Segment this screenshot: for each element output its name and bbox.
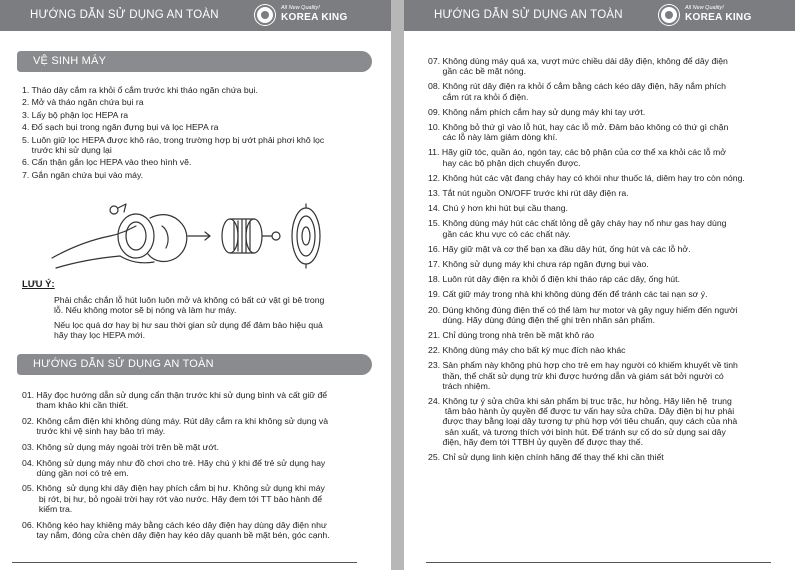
logo-tagline: All New Quality! (281, 5, 320, 11)
list-item: 20. Dùng không đúng điện thế có thể làm hư motor và gây nguy hiểm đến người dùng. Hãy dùng đúng điện thế ghi trên nhãn sản phẩm. (428, 304, 738, 325)
safety-list (22, 390, 330, 540)
note-paragraph: Nếu lọc quá dơ hay bị hư sau thời gian sử dụng để đảm bảo hiệu quả hãy thay lọc HEPA mới. (54, 320, 323, 341)
note-title: LƯU Ý: (22, 279, 55, 290)
note-paragraph: Phải chắc chắn lỗ hút luôn luôn mở và không có bất cứ vật gì bê trong lỗ. Nếu không motor sẽ bị nóng và làm hư máy. (54, 295, 325, 316)
list-item: 16. Hãy giữ mặt và cơ thể bạn xa đầu dây hút, ống hút và các lỗ hở. (428, 243, 691, 254)
list-item: 10. Không bỏ thứ gì vào lỗ hút, hay các lỗ mở. Đảm bảo không có thứ gì chặn các lỗ này làm giảm dòng khí. (428, 122, 729, 143)
korea-king-emblem-icon (255, 5, 275, 25)
list-item: 3. Lấy bộ phận lọc HEPA ra (22, 109, 129, 120)
list-item: 19. Cất giữ máy trong nhà khi không dùng đến để tránh các tai nạn sơ ý. (428, 289, 708, 300)
korea-king-emblem-icon (659, 5, 679, 25)
cleaning-steps-list (22, 85, 324, 180)
list-item: 02. Không cắm điện khi không dùng máy. Rút dây cắm ra khi không sử dụng và trước khi vệ sinh hay bảo trì máy. (22, 415, 329, 437)
list-item: 08. Không rút dây điện ra khỏi ổ cắm bằng cách kéo dây điện, hãy nắm phích cắm rút ra khỏi ổ điện. (428, 81, 726, 102)
list-item: 21. Chỉ dùng trong nhà trên bề mặt khô ráo (428, 330, 595, 341)
bottom-rule (426, 562, 771, 563)
list-item: 11. Hãy giữ tóc, quần áo, ngón tay, các bộ phận của cơ thể xa khỏi các lỗ mở hay các bộ phận dịch chuyển được. (428, 147, 726, 168)
page-header (404, 0, 795, 31)
logo-tagline: All New Quality! (685, 5, 724, 11)
list-item: 06. Không kéo hay khiêng máy bằng cách kéo dây điện hay dùng dây điện như tay nắm, đóng cửa chèn dây điện hay kéo dây quanh bề mặt bén, góc cạnh. (22, 519, 330, 540)
manual-page-right (404, 0, 795, 570)
manual-page-left (0, 0, 391, 570)
list-item: 5. Luôn giữ lọc HEPA được khô ráo, trong trường hợp bị ướt phải phơi khô lọc trước khi sử dụng lại (22, 134, 325, 155)
section-title: VỆ SINH MÁY (33, 55, 107, 67)
list-item: 4. Đổ sạch bụi trong ngăn đựng bụi và lọc HEPA ra (22, 122, 219, 133)
brand-logo (255, 4, 355, 26)
list-item: 04. Không sử dụng máy như đồ chơi cho trẻ. Hãy chú ý khi để trẻ sử dụng hay dùng gần nơi có trẻ em. (22, 457, 326, 478)
list-item: 1. Tháo dây cắm ra khỏi ổ cắm trước khi tháo ngăn chứa bụi. (22, 85, 258, 95)
list-item: 22. Không dùng máy cho bất kỳ mục đích nào khác (428, 345, 626, 356)
list-item: 05. Không sử dụng khi dây điện hay phích cắm bị hư. Không sử dụng khi máy bị rớt, bị hư, bỏ ngoài trời hay rớt vào nước. Hãy đem tới TT bảo hành để kiểm tra. (22, 483, 325, 514)
list-item: 13. Tắt nút nguồn ON/OFF trước khi rút dây điện ra. (428, 188, 629, 199)
section-safety-title-bar (17, 354, 372, 375)
list-item: 24. Không tự ý sửa chữa khi sản phẩm bị trục trặc, hư hỏng. Hãy liên hệ trung tâm bảo hành ủy quyền để được tư vấn hay sửa chữa. Dây điện bị hư phải được thay bằng loại dây tương tự phù hợp với tiêu chuẩn, quy cách của nhà sản xuất, và tương thích với bình hút. Để tránh sự cố do sử dụng sai dây điện, hãy đem tới TTBH ủy quyền để được thay thế. (428, 396, 738, 447)
list-item: 09. Không nắm phích cắm hay sử dụng máy khi tay ướt. (428, 106, 646, 117)
list-item: 6. Cẩn thận gắn lọc HEPA vào theo hình vẽ. (22, 157, 192, 168)
logo-brand: KOREA KING (281, 12, 348, 23)
page-header (0, 0, 391, 31)
logo-brand: KOREA KING (685, 12, 752, 23)
list-item: 15. Không dùng máy hút các chất lỏng dễ gây cháy hay nổ như gas hay dùng gần các khu vực có các chất này. (428, 218, 727, 239)
bottom-rule (12, 562, 357, 563)
list-item: 12. Không hút các vật đang cháy hay có khói như thuốc lá, diêm hay tro còn nóng. (428, 172, 745, 183)
list-item: 2. Mở và tháo ngăn chứa bụi ra (22, 97, 144, 108)
list-item: 23. Sản phẩm này không phù hợp cho trẻ em hay người có khiếm khuyết về tinh thần, thể chất sử dụng trừ khi được hướng dẫn và giám sát bởi người có trách nhiệm. (428, 360, 738, 391)
list-item: 17. Không sử dụng máy khi chưa ráp ngăn đựng bụi vào. (428, 259, 649, 270)
header-title: HƯỚNG DẪN SỬ DỤNG AN TOÀN (30, 9, 219, 21)
section-cleaning-title-bar (17, 51, 372, 72)
list-item: 01. Hãy đọc hướng dẫn sử dụng cẩn thận trước khi sử dụng bình và cất giữ để tham khảo khi cần thiết. (22, 390, 328, 411)
brand-logo (659, 4, 759, 26)
list-item: 18. Luôn rút dây điện ra khỏi ổ điện khi tháo ráp các dây, ống hút. (428, 274, 680, 285)
safety-list-continued (428, 56, 745, 462)
list-item: 03. Không sử dụng máy ngoài trời trên bề mặt ướt. (22, 441, 219, 452)
list-item: 7. Gắn ngăn chứa bụi vào máy. (22, 169, 144, 180)
list-item: 14. Chú ý hơn khi hút bụi cầu thang. (428, 203, 568, 214)
list-item: 07. Không dùng máy quá xa, vượt mức chiều dài dây điện, không để dây điện gần các bề mặt nóng. (428, 56, 728, 77)
hepa-filter-assembly-illustration (50, 196, 350, 276)
list-item: 25. Chỉ sử dụng linh kiện chính hãng để thay thế khi cần thiết (428, 452, 664, 463)
header-title: HƯỚNG DẪN SỬ DỤNG AN TOÀN (434, 9, 623, 21)
section-title: HƯỚNG DẪN SỬ DỤNG AN TOÀN (33, 358, 214, 370)
